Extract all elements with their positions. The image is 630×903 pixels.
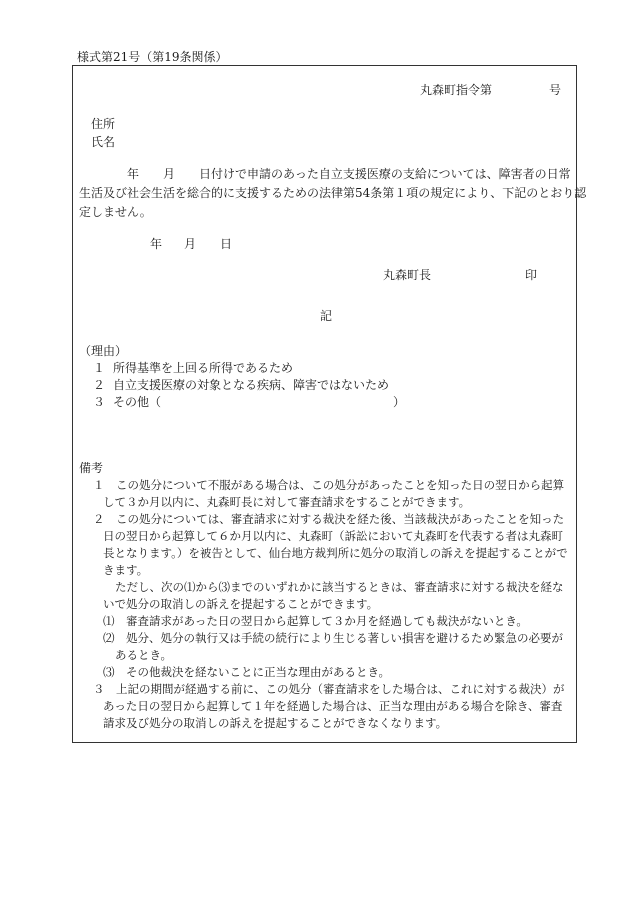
- note-line: きます。: [103, 563, 149, 577]
- date-year: 年: [150, 237, 163, 251]
- notice-body-line: 生活及び社会生活を総合的に支援するための法律第54条第１項の規定により、下記のとおり認: [79, 186, 587, 200]
- notice-body: [79, 165, 587, 222]
- reason-text: 所得基準を上回る所得であるため: [113, 361, 294, 375]
- reason-text: 自立支援医療の対象となる疾病、障害ではないため: [113, 378, 390, 392]
- notice-body-line: 定しません。: [79, 205, 152, 219]
- reason-text: その他（: [113, 395, 162, 409]
- note-line: ⑶ その他裁決を経ないことに正当な理由があるとき。: [103, 665, 391, 679]
- note-line: 請求及び処分の取消しの訴えを提起することができなくなります。: [103, 716, 448, 730]
- note-line: 長となります。）を被告として、仙台地方裁判所に処分の取消しの訴えを提起することがで: [103, 546, 568, 560]
- name-label: 氏名: [91, 135, 116, 149]
- reason-number: ３: [93, 395, 106, 409]
- reason-number: １: [93, 361, 106, 375]
- form-number: 様式第21号（第19条関係）: [77, 50, 228, 64]
- seal-mark: 印: [525, 268, 538, 282]
- note-line: あるとき。: [115, 648, 173, 662]
- notes-heading: 備考: [79, 461, 104, 475]
- ki-heading: 記: [320, 309, 333, 323]
- note-line: いで処分の取消しの訴えを提起することができます。: [103, 597, 379, 611]
- date-month: 月: [184, 237, 197, 251]
- note-line: １ この処分について不服がある場合は、この処分があったことを知った日の翌日から起算: [93, 478, 565, 492]
- issuer-title: 丸森町長: [383, 268, 432, 282]
- note-line: ただし、次の⑴から⑶までのいずれかに該当するときは、審査請求に対する裁決を経な: [115, 580, 564, 594]
- note-line: あった日の翌日から起算して１年を経過した場合は、正当な理由がある場合を除き、審査: [103, 699, 563, 713]
- designation-number-suffix: 号: [549, 83, 562, 97]
- note-line: ２ この処分については、審査請求に対する裁決を経た後、当該裁決があったことを知った: [93, 512, 565, 526]
- reasons-heading: （理由）: [79, 344, 128, 358]
- note-line: ⑵ 処分、処分の執行又は手続の続行により生じる著しい損害を避けるため緊急の必要が: [103, 631, 563, 645]
- note-line: 日の翌日から起算して６か月以内に、丸森町（訴訟において丸森町を代表する者は丸森町: [103, 529, 563, 543]
- date-day: 日: [220, 237, 233, 251]
- notice-body-line: 年 月 日付けで申請のあった自立支援医療の支給については、障害者の日常: [79, 167, 571, 181]
- address-label: 住所: [91, 117, 116, 131]
- note-line: ３ 上記の期間が経過する前に、この処分（審査請求をした場合は、これに対する裁決）が: [93, 682, 565, 696]
- reason-number: ２: [93, 378, 106, 392]
- note-line: ⑴ 審査請求があった日の翌日から起算して３か月を経過しても裁決がないとき。: [103, 614, 528, 628]
- reason-close-paren: ）: [393, 395, 406, 409]
- designation-number-prefix: 丸森町指令第: [420, 83, 493, 97]
- note-line: して３か月以内に、丸森町長に対して審査請求をすることができます。: [103, 495, 471, 509]
